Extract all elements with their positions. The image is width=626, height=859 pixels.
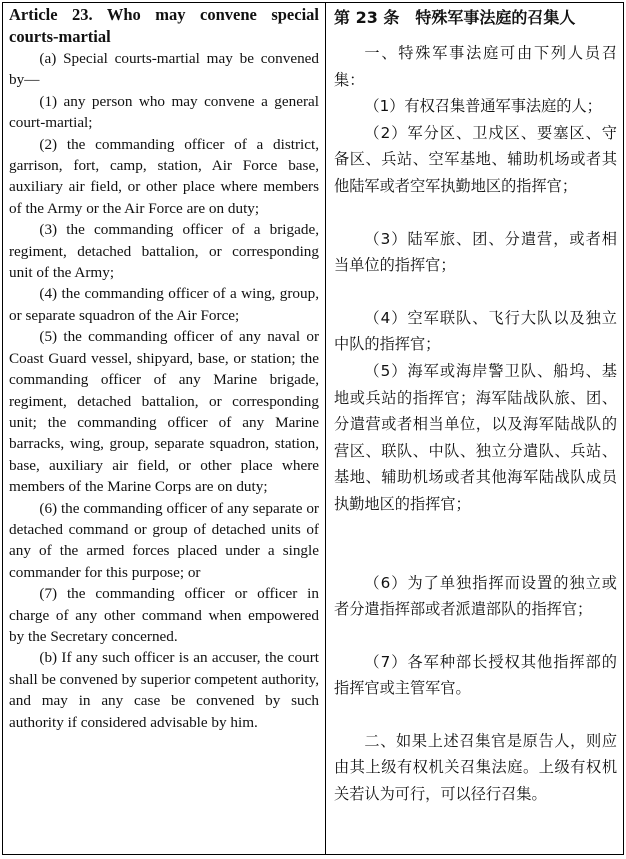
paragraph-en-b: (b) If any such officer is an accuser, the court shall be convened by superior competent authority, and may in any case be convened by such authority if considered advisable by him. bbox=[9, 649, 319, 731]
paragraph-zh-2: （2）军分区、卫戍区、要塞区、守备区、兵站、空军基地、辅助机场或者其他陆军或者空军执勤地区的指挥官； bbox=[334, 123, 617, 195]
paragraph-zh-b: 二、如果上述召集官是原告人，则应由其上级有权机关召集法庭。上级有权机关若认为可行，可以径行召集。 bbox=[334, 731, 617, 804]
paragraph-en-4: (4) the commanding officer of a wing, group, or separate squadron of the Air Force; bbox=[9, 285, 319, 324]
article-title-en: Article 23. Who may convene special courts-martial bbox=[9, 5, 319, 46]
paragraph-zh-7: （7）各军种部长授权其他指挥部的指挥官或主管军官。 bbox=[334, 652, 617, 698]
paragraph-en-3: (3) the commanding officer of a brigade, regiment, detached battalion, or corresponding unit of the Army; bbox=[9, 221, 319, 282]
bilingual-document bbox=[2, 2, 624, 855]
chinese-column bbox=[326, 3, 623, 854]
paragraph-en-7: (7) the commanding officer or officer in charge of any other command when empowered by the Secretary concerned. bbox=[9, 585, 319, 645]
article-title-zh: 第 23 条 特殊军事法庭的召集人 bbox=[334, 8, 576, 27]
paragraph-en-6: (6) the commanding officer of any separate or detached command or group of detached units of any of the armed forces placed under a single commander for this purpose; or bbox=[9, 499, 319, 581]
paragraph-zh-4: （4）空军联队、飞行大队以及独立中队的指挥官； bbox=[334, 308, 617, 354]
paragraph-zh-6: （6）为了单独指挥而设置的独立或者分遣指挥部或者派遣部队的指挥官； bbox=[334, 573, 617, 619]
paragraph-zh-a: 一、特殊军事法庭可由下列人员召集： bbox=[334, 44, 617, 89]
english-column bbox=[3, 3, 326, 854]
paragraph-en-1: (1) any person who may convene a general court-martial; bbox=[9, 92, 319, 132]
paragraph-en-5: (5) the commanding officer of any naval or Coast Guard vessel, shipyard, base, or station; the commanding officer of any Marine brigade, regiment, detached battalion, or corresponding unit; the commanding officer of any Marine barracks, wing, group, separate squadron, station, base, auxiliary air field, or other place where members of the Marine Corps are on duty; bbox=[9, 328, 319, 496]
paragraph-en-2: (2) the commanding officer of a district, garrison, fort, camp, station, Air Force base, auxiliary air field, or other place where members of the Army or the Air Force are on duty; bbox=[9, 135, 319, 217]
paragraph-zh-1: （1）有权召集普通军事法庭的人； bbox=[364, 97, 602, 116]
paragraph-en-a: (a) Special courts-martial may be convened by— bbox=[9, 50, 319, 89]
paragraph-zh-5: （5）海军或海岸警卫队、船坞、基地或兵站的指挥官；海军陆战队旅、团、分遣营或者相当单位，以及海军陆战队的营区、联队、中队、独立分遣队、兵站、基地、辅助机场或者其他海军陆战队成员执勤地区的指挥官； bbox=[334, 361, 617, 513]
paragraph-zh-3: （3）陆军旅、团、分遣营，或者相当单位的指挥官； bbox=[334, 229, 617, 275]
